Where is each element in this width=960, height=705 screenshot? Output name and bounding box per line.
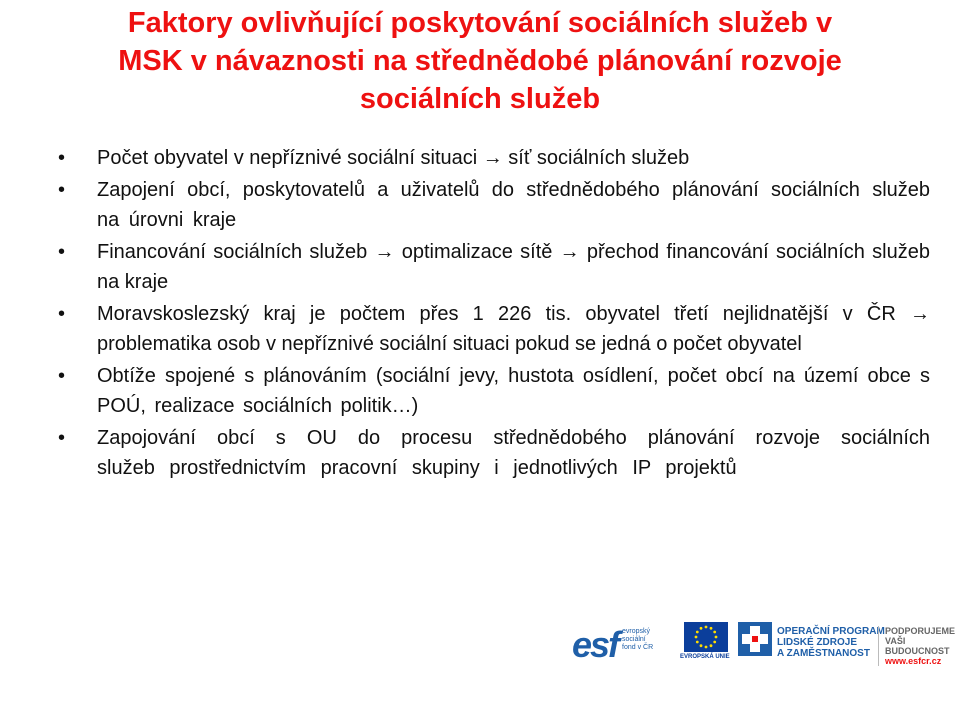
bullet-item [58,361,930,421]
bullet-item [58,423,930,483]
bullet-list [58,143,930,485]
bullet-text: Zapojení obcí, poskytovatelů a uživatelů do střednědobého plánování sociálních služeb na úrovni kraje [97,179,930,231]
op-logo-icon [738,622,772,656]
esf-logo-text: esf [572,624,619,665]
bullet-text: Obtíže spojené s plánováním (sociální jevy, hustota osídlení, počet obcí na území obce s POÚ, realizace sociálních politik…) [97,365,930,417]
title-line-1: Faktory ovlivňující poskytování sociálních služeb v [127,7,833,39]
bullet-text: Počet obyvatel v nepříznivé sociální situaci → síť sociálních služeb [97,147,690,169]
bullet-marker: • [58,427,66,449]
esf-logo-subtitle: evropský sociální fond v ČR [622,628,654,651]
bullet-marker: • [58,241,66,263]
bullet-marker: • [58,147,66,169]
op-program-text: OPERAČNÍ PROGRAM LIDSKÉ ZDROJE A ZAMĚSTNANOST [777,626,885,659]
bullet-text: Zapojování obcí s OU do procesu střednědobého plánování rozvoje sociálních služeb prostřednictvím pracovní skupiny i jednotlivých IP projektů [97,427,930,479]
bullet-marker: • [58,303,66,325]
esf-website-link: www.esfcr.cz [885,656,942,666]
bullet-marker: • [58,179,66,201]
footer-logos [572,622,956,672]
bullet-item [58,143,930,173]
title-line-2: MSK v návaznosti na střednědobé plánování rozvoje [118,45,842,77]
esf-logo [572,622,684,666]
bullet-text: Financování sociálních služeb → optimalizace sítě → přechod financování sociálních služeb na kraje [97,241,930,293]
support-slogan: PODPORUJEME VAŠI BUDOUCNOST www.esfcr.cz [878,626,955,666]
eu-flag-icon [684,622,728,652]
bullet-item [58,175,930,235]
slide-title [20,4,940,118]
bullet-item [58,237,930,297]
bullet-text: Moravskoslezský kraj je počtem přes 1 226 tis. obyvatel třetí nejlidnatější v ČR → problematika osob v nepříznivé sociální situaci pokud se jedná o počet obyvatel [97,303,930,355]
bullet-marker: • [58,365,66,387]
bullet-item [58,299,930,359]
eu-caption: EVROPSKÁ UNIE [680,654,730,660]
title-line-3: sociálních služeb [359,83,601,115]
